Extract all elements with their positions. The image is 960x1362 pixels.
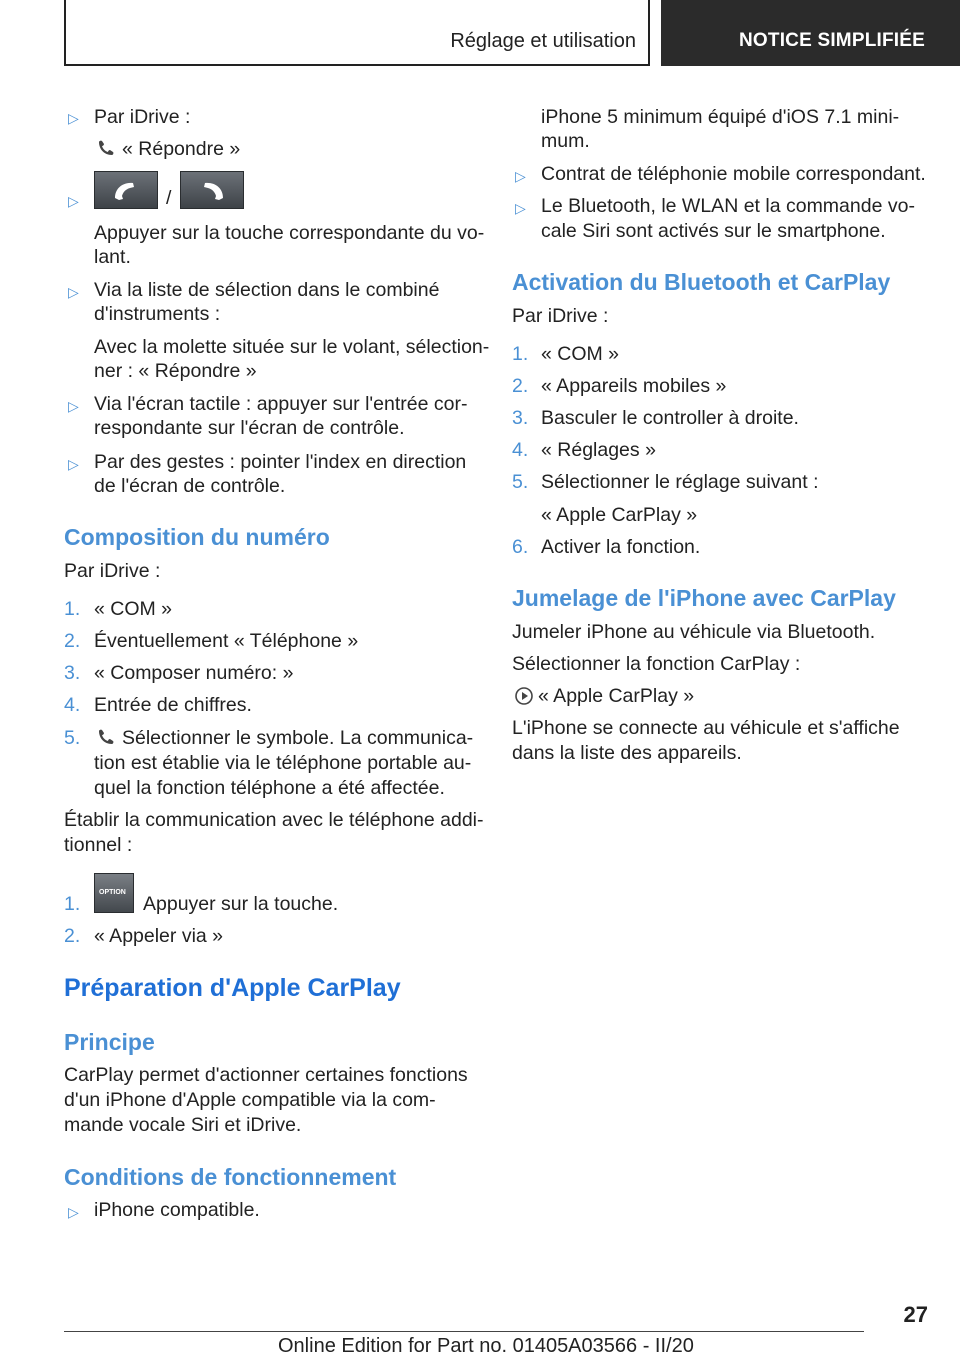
header-badge — [661, 0, 960, 66]
step-text: « Appeler via » — [94, 925, 224, 947]
bullet-icon: ▷ — [68, 193, 79, 209]
paragraph-line: Avec la molette située sur le volant, sélection- — [94, 336, 490, 358]
call-accept-button-icon — [94, 171, 158, 209]
step-number: 6. — [512, 536, 529, 558]
step-text: Entrée de chiffres. — [94, 694, 252, 716]
step-text: « COM » — [541, 343, 620, 365]
step-number: 1. — [512, 343, 529, 365]
step-text: quel la fonction téléphone a été affectée. — [94, 777, 445, 799]
paragraph-line: iPhone 5 minimum équipé d'iOS 7.1 mini- — [541, 106, 900, 128]
step-text: Appuyer sur la touche. — [143, 893, 339, 915]
paragraph-line: Par iDrive : — [64, 560, 161, 582]
bullet-icon: ▷ — [68, 110, 79, 126]
paragraph-line: Par iDrive : — [512, 305, 609, 327]
step-number: 1. — [64, 598, 81, 620]
chapter-heading: Préparation d'Apple CarPlay — [64, 974, 401, 1002]
step-number: 5. — [512, 471, 529, 493]
step-text: Activer la fonction. — [541, 536, 701, 558]
step-text: Basculer le controller à droite. — [541, 407, 799, 429]
step-number: 3. — [64, 662, 81, 684]
paragraph-line: mande vocale Siri et iDrive. — [64, 1114, 302, 1136]
play-circle-icon — [514, 686, 534, 706]
footer-divider — [64, 1331, 864, 1332]
bullet-text: iPhone compatible. — [94, 1199, 260, 1221]
paragraph-line: respondante sur l'écran de contrôle. — [94, 417, 405, 439]
step-text: Sélectionner le réglage suivant : — [541, 471, 819, 493]
step-number: 2. — [512, 375, 529, 397]
paragraph-line: « Apple CarPlay » — [538, 685, 695, 707]
bullet-icon: ▷ — [68, 284, 79, 300]
paragraph-line: lant. — [94, 246, 131, 268]
paragraph-line: Via l'écran tactile : appuyer sur l'entrée cor- — [94, 393, 468, 415]
paragraph-line: L'iPhone se connecte au véhicule et s'affiche — [512, 717, 900, 739]
paragraph-line: CarPlay permet d'actionner certaines fonctions — [64, 1064, 468, 1086]
edition-text: Online Edition for Part no. 01405A03566 - II/20 — [278, 1335, 694, 1357]
step-text: « COM » — [94, 598, 173, 620]
bullet-icon: ▷ — [515, 200, 526, 216]
step-number: 5. — [64, 727, 81, 749]
paragraph-line: mum. — [541, 130, 590, 152]
bullet-subtext: « Répondre » — [122, 138, 241, 160]
option-button-icon — [94, 873, 134, 913]
section-heading: Jumelage de l'iPhone avec CarPlay — [512, 585, 896, 611]
bullet-icon: ▷ — [68, 1204, 79, 1220]
section-heading: Activation du Bluetooth et CarPlay — [512, 269, 891, 295]
paragraph-line: Sélectionner la fonction CarPlay : — [512, 653, 801, 675]
step-number: 1. — [64, 893, 81, 915]
step-text: Sélectionner le symbole. La communica- — [122, 727, 474, 749]
step-number: 3. — [512, 407, 529, 429]
step-number: 2. — [64, 925, 81, 947]
paragraph-line: d'instruments : — [94, 303, 221, 325]
paragraph-line: Établir la communication avec le téléphone addi- — [64, 809, 484, 831]
bullet-icon: ▷ — [68, 456, 79, 472]
section-heading: Conditions de fonctionnement — [64, 1164, 397, 1190]
section-heading: Principe — [64, 1029, 155, 1055]
paragraph-line: Le Bluetooth, le WLAN et la commande vo- — [541, 195, 915, 217]
step-text: « Réglages » — [541, 439, 656, 461]
bullet-icon: ▷ — [68, 398, 79, 414]
step-text: Éventuellement « Téléphone » — [94, 630, 359, 652]
paragraph-line: cale Siri sont activés sur le smartphone. — [541, 220, 886, 242]
section-title: Réglage et utilisation — [450, 30, 636, 52]
option-button-label: OPTION — [99, 889, 126, 896]
paragraph-line: Par des gestes : pointer l'index en direction — [94, 451, 467, 473]
paragraph-line: Appuyer sur la touche correspondante du vo- — [94, 222, 485, 244]
badge-label: NOTICE SIMPLIFIÉE — [739, 30, 926, 51]
paragraph-line: de l'écran de contrôle. — [94, 475, 286, 497]
bullet-text: Contrat de téléphonie mobile correspondant. — [541, 163, 926, 185]
step-number: 4. — [512, 439, 529, 461]
step-text: « Composer numéro: » — [94, 662, 294, 684]
paragraph-line: Jumeler iPhone au véhicule via Bluetooth. — [512, 621, 876, 643]
page-header — [0, 0, 960, 66]
step-text: « Appareils mobiles » — [541, 375, 727, 397]
separator: / — [166, 187, 172, 209]
step-subtext: « Apple CarPlay » — [541, 504, 698, 526]
call-end-button-icon — [180, 171, 244, 209]
phone-icon — [96, 727, 116, 747]
paragraph-line: Via la liste de sélection dans le combiné — [94, 279, 440, 301]
page-number: 27 — [903, 1302, 928, 1327]
paragraph-line: dans la liste des appareils. — [512, 742, 742, 764]
step-number: 4. — [64, 694, 81, 716]
bullet-text: Par iDrive : — [94, 106, 191, 128]
phone-icon — [96, 138, 116, 158]
step-text: tion est établie via le téléphone portable au- — [94, 752, 472, 774]
section-heading: Composition du numéro — [64, 524, 330, 550]
step-number: 2. — [64, 630, 81, 652]
paragraph-line: ner : « Répondre » — [94, 360, 257, 382]
bullet-icon: ▷ — [515, 168, 526, 184]
paragraph-line: tionnel : — [64, 834, 133, 856]
paragraph-line: d'un iPhone d'Apple compatible via la com- — [64, 1089, 436, 1111]
